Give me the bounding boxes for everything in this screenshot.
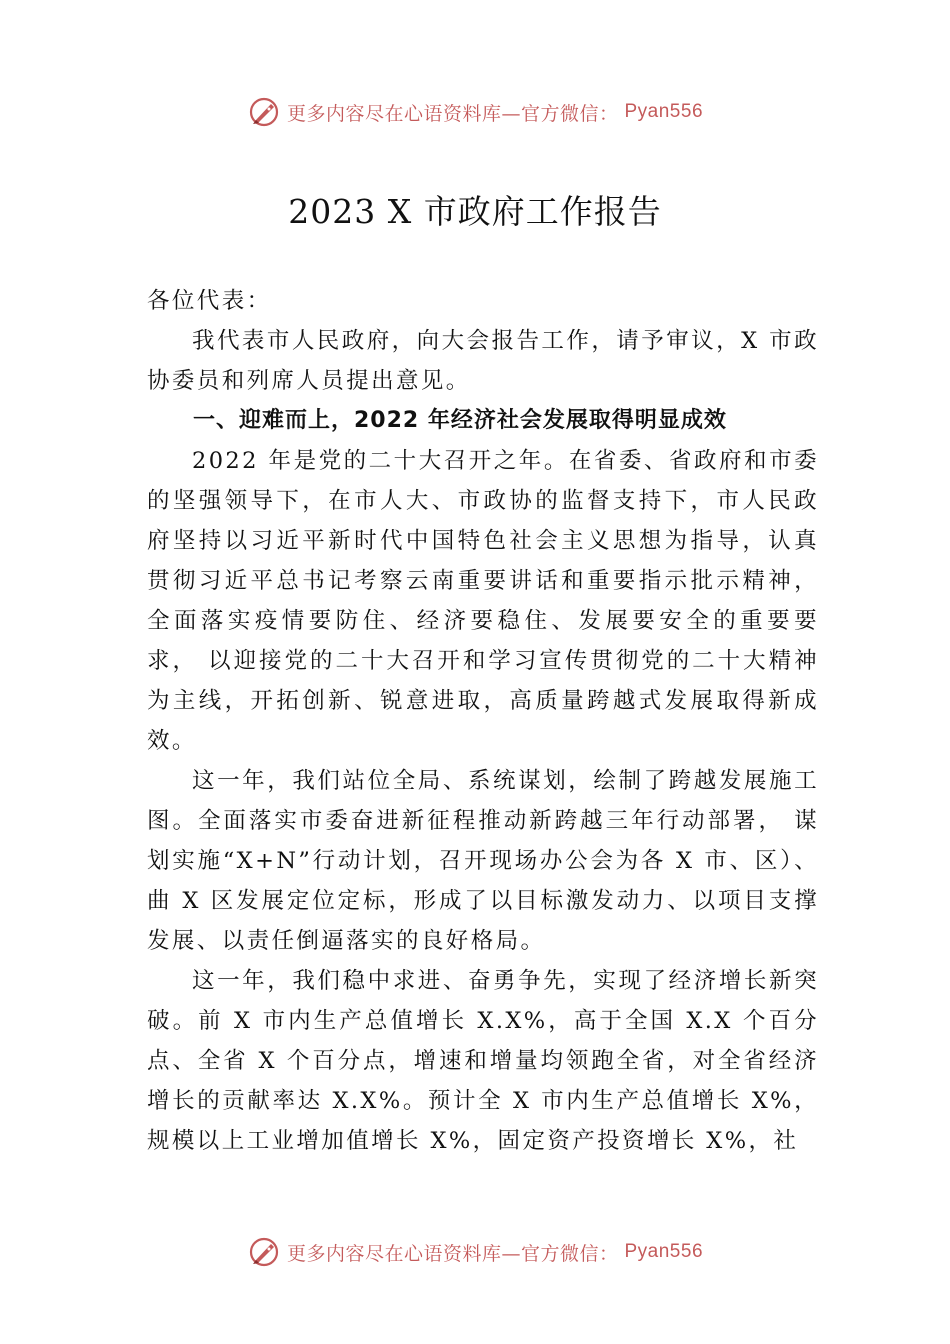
pen-nib-logo-icon xyxy=(247,1235,281,1269)
paragraph-planning: 这一年，我们站位全局、系统谋划，绘制了跨越发展施工图。全面落实市委奋进新征程推动新跨越三年行动部署， 谋划实施“X+N”行动计划，召开现场办公会为各 X 市、区）、曲 X 区发展定位定标，形成了以目标激发动力、以项目支撑发展、以责任倒逼落实的良好格局。 xyxy=(147,768,819,954)
footer-banner-text: 更多内容尽在心语资料库—官方微信： xyxy=(286,1242,619,1265)
footer-banner xyxy=(0,1235,950,1269)
salutation: 各位代表： xyxy=(147,288,272,314)
document-body xyxy=(147,281,819,1161)
section-heading: 一、迎难而上，2022 年经济社会发展取得明显成效 xyxy=(193,408,727,433)
header-banner xyxy=(0,95,950,129)
paragraph-growth: 这一年，我们稳中求进、奋勇争先，实现了经济增长新突破。前 X 市内生产总值增长 X.X%，高于全国 X.X 个百分点、全省 X 个百分点，增速和增量均领跑全省，对全省经济增长的贡献率达 X.X%。预计全 X 市内生产总值增长 X%，规模以上工业增加值增长 X%，固定资产投资增长 X%，社 xyxy=(147,968,819,1154)
pen-nib-logo-icon xyxy=(247,95,281,129)
paragraph-intro: 我代表市人民政府，向大会报告工作，请予审议，X 市政协委员和列席人员提出意见。 xyxy=(147,328,819,394)
header-wechat-id: Pyan556 xyxy=(624,101,704,122)
document-title: 2023 X 市政府工作报告 xyxy=(288,192,662,231)
footer-wechat-id: Pyan556 xyxy=(624,1241,704,1262)
header-banner-text: 更多内容尽在心语资料库—官方微信： xyxy=(286,102,619,125)
paragraph-2022-overview: 2022 年是党的二十大召开之年。在省委、省政府和市委的坚强领导下，在市人大、市政协的监督支持下，市人民政府坚持以习近平新时代中国特色社会主义思想为指导，认真贯彻习近平总书记考察云南重要讲话和重要指示批示精神， 全面落实疫情要防住、经济要稳住、发展要安全的重要要求， 以迎接党的二十大召开和学习宣传贯彻党的二十大精神为主线，开拓创新、锐意进取，高质量跨越式发展取得新成效。 xyxy=(147,448,819,754)
